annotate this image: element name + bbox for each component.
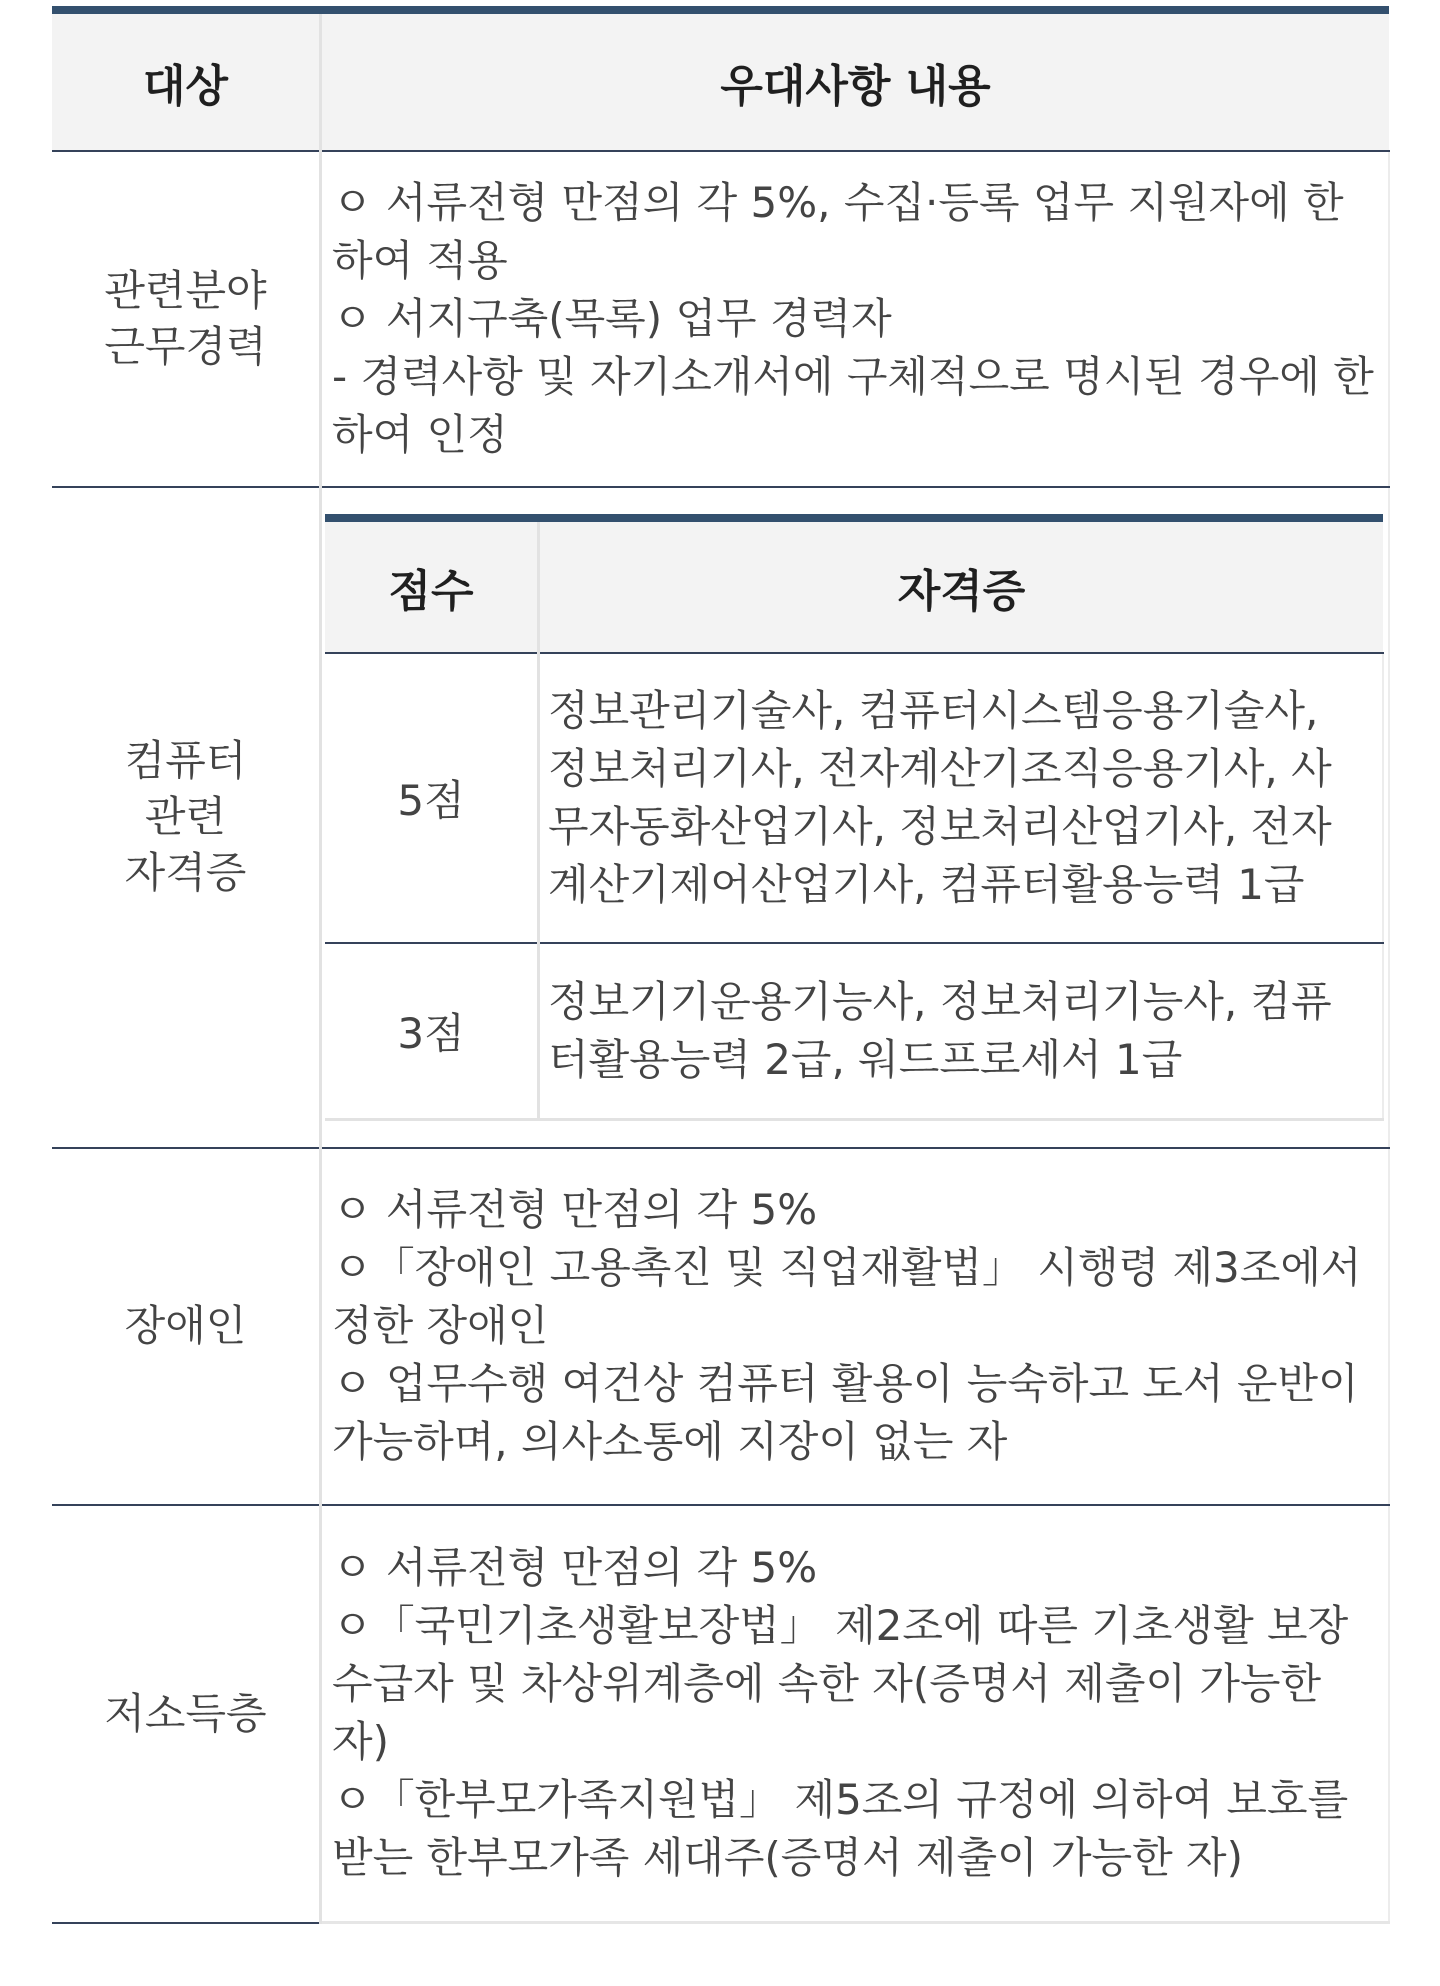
table-row: [52, 1148, 1389, 1505]
row-content: [321, 487, 1390, 1148]
row-content: [321, 1148, 1390, 1505]
sub-header-row: [325, 518, 1383, 653]
content-line: - 경력사항 및 자기소개서에 구체적으로 명시된 경우에 한하여 인정: [332, 352, 1374, 459]
content-line: ㅇ「장애인 고용촉진 및 직업재활법」 시행령 제3조에서 정한 장애인: [332, 1243, 1362, 1350]
content-line: ㅇ 서지구축(목록) 업무 경력자: [332, 294, 892, 343]
header-target: 대상: [52, 10, 321, 151]
content-line: ㅇ 서류전형 만점의 각 5%: [332, 1543, 818, 1593]
row-content: [321, 151, 1390, 487]
table-header-row: [52, 10, 1389, 151]
content-line: ㅇ 업무수행 여건상 컴퓨터 활용이 능숙하고 도서 운반이 가능하며, 의사소통에 지장이 없는 자: [332, 1359, 1359, 1466]
row-label: 장애인: [52, 1148, 321, 1505]
sub-row: [325, 943, 1383, 1119]
content-line: ㅇ「한부모가족지원법」 제5조의 규정에 의하여 보호를 받는 한부모가족 세대주(증명서 제출이 가능한 자): [332, 1775, 1349, 1883]
row-label: 컴퓨터 관련 자격증: [52, 487, 321, 1148]
content-line: ㅇ「국민기초생활보장법」 제2조에 따른 기초생활 보장 수급자 및 차상위계층에 속한 자(증명서 제출이 가능한 자): [332, 1601, 1349, 1767]
sub-row: [325, 653, 1383, 943]
table-row: [52, 487, 1389, 1148]
table-row: [52, 151, 1389, 487]
preference-table: [52, 6, 1390, 1924]
header-cert: 자격증: [539, 518, 1384, 653]
content-line: ㅇ 서류전형 만점의 각 5%: [332, 1185, 818, 1234]
header-content: 우대사항 내용: [321, 10, 1390, 151]
score-cell: 3점: [325, 943, 539, 1119]
score-cell: 5점: [325, 653, 539, 943]
certificate-table: [325, 514, 1384, 1121]
header-score: 점수: [325, 518, 539, 653]
row-label: 관련분야 근무경력: [52, 151, 321, 487]
row-content: [321, 1505, 1390, 1923]
table-row: [52, 1505, 1389, 1923]
cert-cell: 정보기기운용기능사, 정보처리기능사, 컴퓨터활용능력 2급, 워드프로세서 1급: [539, 943, 1384, 1119]
cert-cell: 정보관리기술사, 컴퓨터시스템응용기술사, 정보처리기사, 전자계산기조직응용기사, 사무자동화산업기사, 정보처리산업기사, 전자계산기제어산업기사, 컴퓨터활용능력 1급: [539, 653, 1384, 943]
content-line: ㅇ 서류전형 만점의 각 5%, 수집·등록 업무 지원자에 한하여 적용: [332, 178, 1344, 285]
row-label: 저소득층: [52, 1505, 321, 1923]
